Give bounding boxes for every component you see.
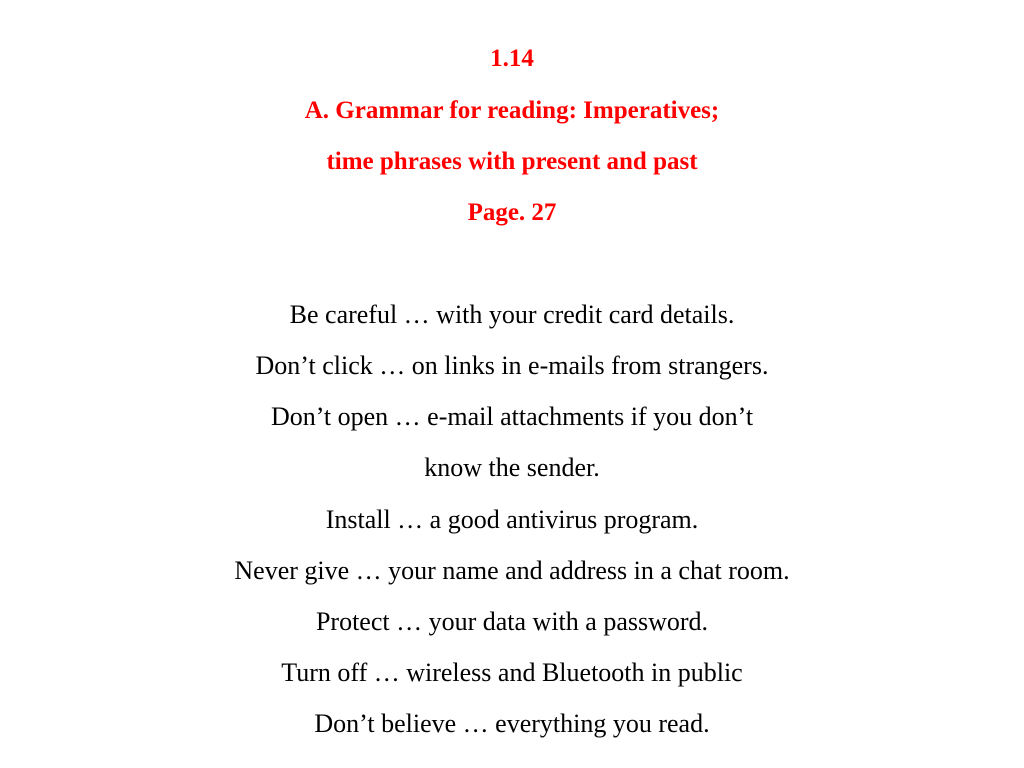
sentence-line: know the sender.: [424, 453, 600, 482]
sentence-line: Never give … your name and address in a chat room.: [234, 556, 790, 585]
sentence-line: Be careful … with your credit card details.: [289, 300, 735, 329]
sentence-line: Don’t click … on links in e-mails from strangers.: [255, 351, 769, 380]
lesson-title-line-1: A. Grammar for reading: Imperatives;: [304, 97, 720, 124]
lesson-title-line-2: time phrases with present and past: [326, 148, 698, 175]
sentence-line: Don’t open … e-mail attachments if you don’t: [270, 402, 754, 431]
sentence-line: Protect … your data with a password.: [315, 607, 709, 636]
sentence-line: Don’t believe … everything you read.: [314, 709, 710, 738]
sentence-line: Install … a good antivirus program.: [325, 505, 699, 534]
lesson-number: 1.14: [490, 45, 534, 72]
page-reference: Page. 27: [467, 199, 557, 226]
sentence-line: Turn off … wireless and Bluetooth in public: [281, 658, 743, 687]
